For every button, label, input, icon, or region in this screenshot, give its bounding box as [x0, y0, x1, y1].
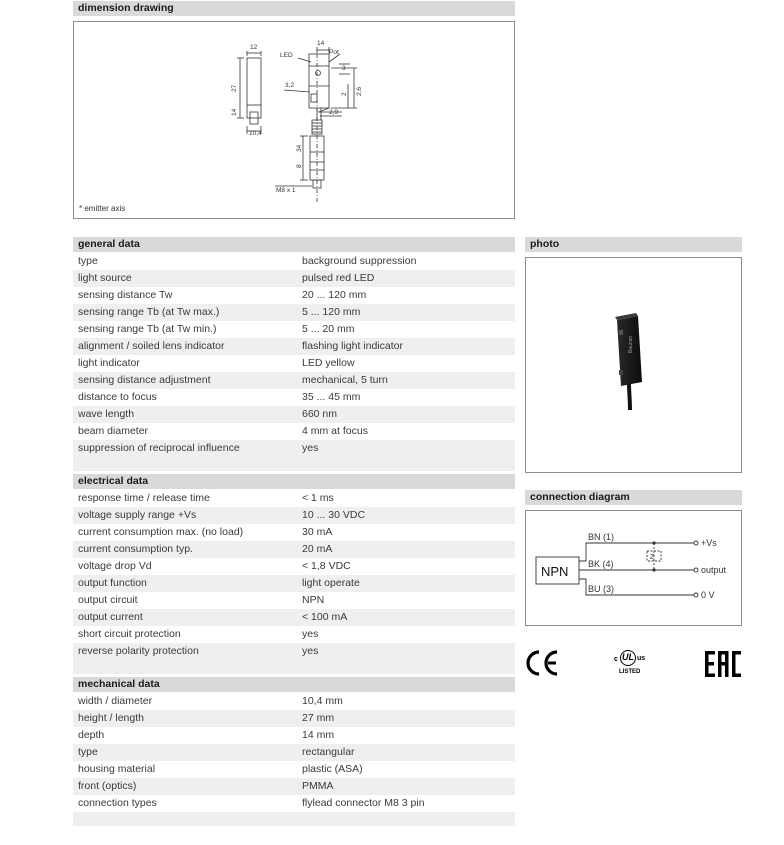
- dim-2: 2: [341, 92, 348, 96]
- mechanical-data-row: [73, 727, 515, 744]
- dim-14: 14: [317, 40, 325, 47]
- electrical-data-key: output current: [78, 611, 143, 623]
- electrical-data-row: [73, 575, 515, 592]
- electrical-data-row: [73, 541, 515, 558]
- general-data-row: [73, 406, 515, 423]
- ul-listed-label: LISTED: [619, 669, 641, 675]
- general-data-key: suppression of reciprocal influence: [78, 442, 240, 454]
- general-data-value: yes: [302, 442, 319, 454]
- led-label: LED: [280, 52, 293, 59]
- photo-brand: Baumer: [628, 335, 634, 353]
- mechanical-data-value: flylead connector M8 3 pin: [302, 797, 425, 809]
- electrical-data-key: response time / release time: [78, 492, 210, 504]
- wire-bk-label: BK (4): [588, 559, 614, 569]
- electrical-data-key: output function: [78, 577, 147, 589]
- electrical-data-value: < 1,8 VDC: [302, 560, 351, 572]
- general-data-key: beam diameter: [78, 425, 149, 437]
- mechanical-data-row: [73, 693, 515, 710]
- general-data-row: [73, 270, 515, 287]
- general-data-value: flashing light indicator: [302, 340, 403, 352]
- terminal-output-label: output: [701, 565, 727, 575]
- general-data-key: alignment / soiled lens indicator: [78, 340, 225, 352]
- general-data-key: wave length: [78, 408, 135, 420]
- electrical-data-value: 10 ... 30 VDC: [302, 509, 366, 521]
- electrical-data-value: 30 mA: [302, 526, 333, 538]
- general-data-row: [73, 423, 515, 440]
- electrical-data-key: current consumption typ.: [78, 543, 193, 555]
- general-data-row: [73, 372, 515, 389]
- electrical-data-row: [73, 609, 515, 626]
- mechanical-data-key: front (optics): [78, 780, 137, 792]
- dimension-drawing-box: [73, 21, 515, 219]
- general-data-value: pulsed red LED: [302, 272, 375, 284]
- electrical-data-key: reverse polarity protection: [78, 645, 199, 657]
- general-data-row: [73, 287, 515, 304]
- electrical-data-header: electrical data: [73, 474, 515, 489]
- general-data-value: background suppression: [302, 255, 417, 267]
- electrical-data-key: current consumption max. (no load): [78, 526, 244, 538]
- electrical-data-row: [73, 626, 515, 643]
- electrical-data-value: < 100 mA: [302, 611, 348, 623]
- sensor-photo: [526, 258, 741, 472]
- mechanical-data-value: 27 mm: [302, 712, 335, 724]
- mechanical-data-value: 14 mm: [302, 729, 335, 741]
- general-data-value: mechanical, 5 turn: [302, 374, 388, 386]
- general-data-value: 660 nm: [302, 408, 338, 420]
- electrical-data-row: [73, 507, 515, 524]
- general-data-row: [73, 304, 515, 321]
- electrical-data-table-footer: [73, 660, 515, 674]
- general-data-key: type: [78, 255, 98, 267]
- general-data-row: [73, 440, 515, 457]
- dim-34: 34: [296, 144, 303, 152]
- general-data-key: sensing range Tb (at Tw min.): [78, 323, 217, 335]
- connection-diagram-box: [525, 510, 742, 626]
- general-data-value: 5 ... 20 mm: [302, 323, 355, 335]
- photo-box: [525, 257, 742, 473]
- mechanical-data-key: width / diameter: [78, 695, 153, 707]
- electrical-data-key: output circuit: [78, 594, 138, 606]
- pot-label: Pot: [329, 49, 339, 56]
- mechanical-data-row: [73, 795, 515, 812]
- electrical-data-value: yes: [302, 628, 319, 640]
- electrical-data-key: voltage supply range +Vs: [78, 509, 197, 521]
- electrical-data-value: NPN: [302, 594, 325, 606]
- dim-27: 27: [231, 84, 238, 92]
- emitter-axis-note: * emitter axis: [79, 204, 126, 213]
- dim-m8: M8 x 1: [276, 187, 296, 194]
- general-data-header: general data: [73, 237, 515, 252]
- mechanical-data-key: housing material: [78, 763, 156, 775]
- general-data-row: [73, 321, 515, 338]
- mechanical-data-row: [73, 778, 515, 795]
- general-data-key: light indicator: [78, 357, 140, 369]
- eac-mark-icon: [705, 651, 743, 679]
- mechanical-data-value: PMMA: [302, 780, 334, 792]
- general-data-row: [73, 389, 515, 406]
- general-data-value: 20 ... 120 mm: [302, 289, 367, 301]
- mechanical-data-table: [73, 693, 515, 826]
- electrical-data-key: voltage drop Vd: [78, 560, 152, 572]
- ul-c-label: c: [614, 656, 618, 663]
- electrical-data-row: [73, 558, 515, 575]
- general-data-table-footer: [73, 457, 515, 471]
- mechanical-data-key: height / length: [78, 712, 144, 724]
- mechanical-data-value: rectangular: [302, 746, 355, 758]
- electrical-data-value: light operate: [302, 577, 360, 589]
- mechanical-data-value: 10,4 mm: [302, 695, 343, 707]
- dim-3-2: 3,2: [285, 82, 295, 89]
- electrical-data-value: 20 mA: [302, 543, 333, 555]
- electrical-data-value: yes: [302, 645, 319, 657]
- general-data-value: 5 ... 120 mm: [302, 306, 361, 318]
- dim-12: 12: [250, 44, 258, 51]
- ul-listed-mark: [612, 650, 656, 680]
- general-data-value: 35 ... 45 mm: [302, 391, 361, 403]
- electrical-data-table: [73, 490, 515, 674]
- ul-us-label: us: [637, 655, 646, 662]
- dim-10-4: 10,4: [249, 130, 262, 137]
- general-data-value: LED yellow: [302, 357, 355, 369]
- mechanical-data-key: type: [78, 746, 98, 758]
- dim-8: 8: [296, 164, 303, 168]
- general-data-key: light source: [78, 272, 132, 284]
- mechanical-data-key: connection types: [78, 797, 157, 809]
- terminal-vs-label: +Vs: [701, 538, 717, 548]
- dim-2-9: 2,9: [329, 109, 339, 116]
- dim-3: 3: [342, 65, 346, 72]
- mechanical-data-value: plastic (ASA): [302, 763, 363, 775]
- connection-diagram-header: connection diagram: [525, 490, 742, 505]
- general-data-key: sensing range Tb (at Tw max.): [78, 306, 220, 318]
- mechanical-data-row: [73, 710, 515, 727]
- electrical-data-key: short circuit protection: [78, 628, 181, 640]
- general-data-key: distance to focus: [78, 391, 157, 403]
- general-data-key: sensing distance Tw: [78, 289, 173, 301]
- ce-mark-icon: [523, 648, 563, 678]
- wire-bu-label: BU (3): [588, 584, 615, 594]
- photo-header: photo: [525, 237, 742, 252]
- ul-mark-label: UL: [622, 652, 634, 662]
- general-data-row: [73, 355, 515, 372]
- electrical-data-row: [73, 524, 515, 541]
- dim-2-6: 2,6: [356, 86, 363, 96]
- npn-label: NPN: [541, 564, 569, 579]
- electrical-data-row: [73, 643, 515, 660]
- general-data-row: [73, 338, 515, 355]
- general-data-value: 4 mm at focus: [302, 425, 368, 437]
- mechanical-data-table-footer: [73, 812, 515, 826]
- mechanical-data-row: [73, 761, 515, 778]
- electrical-data-row: [73, 490, 515, 507]
- general-data-table: [73, 253, 515, 471]
- electrical-data-row: [73, 592, 515, 609]
- z-label: Z: [650, 554, 655, 561]
- general-data-row: [73, 253, 515, 270]
- mechanical-data-header: mechanical data: [73, 677, 515, 692]
- mechanical-data-row: [73, 744, 515, 761]
- electrical-data-value: < 1 ms: [302, 492, 334, 504]
- terminal-0v-label: 0 V: [701, 590, 715, 600]
- dimension-drawing: [74, 22, 514, 218]
- connection-diagram: [526, 511, 741, 625]
- dimension-drawing-header: dimension drawing: [73, 1, 515, 16]
- mechanical-data-key: depth: [78, 729, 105, 741]
- general-data-key: sensing distance adjustment: [78, 374, 211, 386]
- dim-14-v: 14: [231, 108, 238, 116]
- wire-bn-label: BN (1): [588, 532, 615, 542]
